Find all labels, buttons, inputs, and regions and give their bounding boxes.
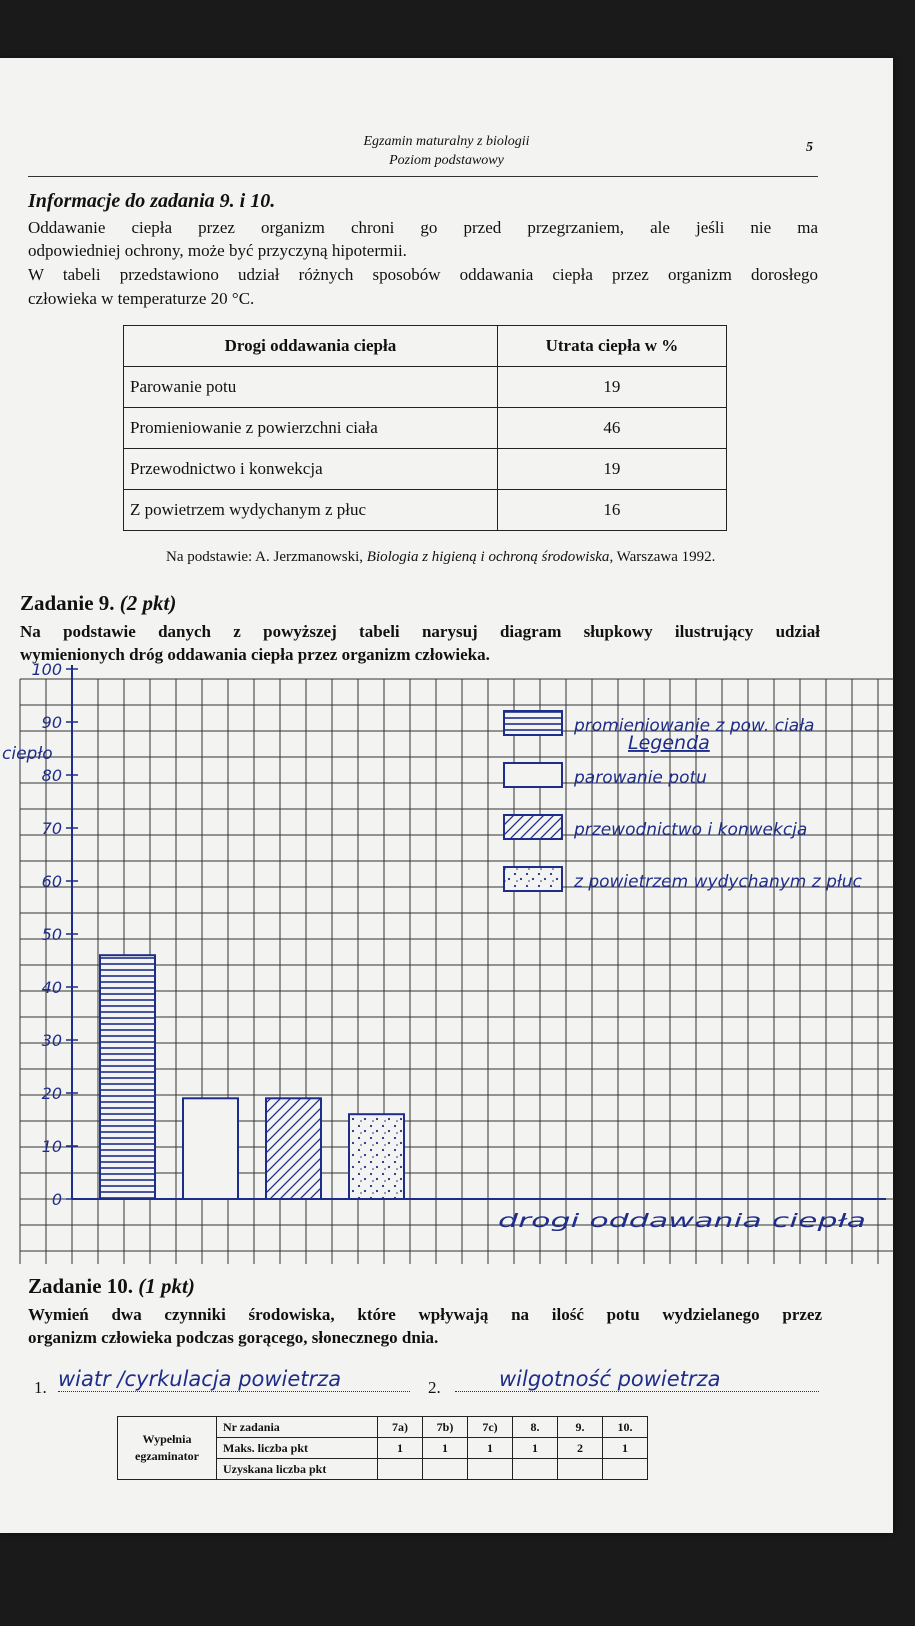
score-table (117, 1416, 648, 1480)
legend-swatch (504, 815, 562, 839)
task9-title-points: (2 pkt) (119, 591, 177, 615)
y-tick-label: 30 (41, 1031, 62, 1050)
x-axis-label: drogi oddawania ciepła (498, 1210, 866, 1232)
table-row (124, 490, 727, 531)
heat-table-header-routes: Drogi oddawania ciepła (124, 326, 498, 367)
obtained-points-cell[interactable] (468, 1459, 513, 1480)
legend-label: promieniowanie z pow. ciała (574, 716, 815, 736)
task9-line1: Na podstawie danych z powyższej tabeli narysuj diagram słupkowy ilustrujący udział (20, 622, 820, 641)
task-number: 8. (513, 1417, 558, 1438)
legend-title: Legenda (628, 732, 710, 754)
info-title: Informacje do zadania 9. i 10. (28, 190, 276, 212)
task9-line2: wymienionych dróg oddawania ciepła przez organizm człowieka. (20, 645, 490, 664)
legend-swatch (504, 763, 562, 787)
task-number: 7a) (378, 1417, 423, 1438)
task10-title-main: Zadanie 10. (28, 1274, 134, 1298)
exam-page (0, 58, 893, 1533)
route-name: Z powietrzem wydychanym z płuc (124, 490, 498, 531)
y-tick-label: 0 (51, 1190, 62, 1209)
legend-label: przewodnictwo i konwekcja (574, 820, 808, 840)
task10-line1: Wymień dwa czynniki środowiska, które wpływają na ilość potu wydzielanego przez (28, 1305, 822, 1324)
max-points: 1 (513, 1438, 558, 1459)
task9-title (20, 592, 176, 615)
page-number: 5 (806, 140, 813, 155)
task9-title-main: Zadanie 9. (20, 591, 115, 615)
route-name: Promieniowanie z powierzchni ciała (124, 408, 498, 449)
route-value: 16 (497, 490, 726, 531)
header-rule (28, 176, 818, 177)
bar (100, 955, 155, 1199)
header-line-1: Egzamin maturalny z biologii (363, 134, 530, 149)
info-para1-line1: Oddawanie ciepła przez organizm chroni go przed przegrzaniem, ale jeśli nie ma (28, 218, 818, 237)
row-label-max-points: Maks. liczba pkt (217, 1438, 378, 1459)
route-value: 46 (497, 408, 726, 449)
bar-chart (2, 660, 894, 1264)
table-row (124, 449, 727, 490)
answer-1[interactable]: wiatr /cyrkulacja powietrza (58, 1368, 410, 1392)
y-tick-label: 70 (41, 819, 62, 838)
table-row (124, 408, 727, 449)
task-number: 10. (603, 1417, 648, 1438)
source-citation (166, 546, 715, 569)
max-points: 1 (603, 1438, 648, 1459)
y-axis-label: ciepło (2, 744, 53, 764)
fill-label-1: Wypełnia (142, 1432, 192, 1446)
task-number: 7b) (423, 1417, 468, 1438)
legend-swatch (504, 711, 562, 735)
obtained-points-cell[interactable] (603, 1459, 648, 1480)
route-name: Parowanie potu (124, 367, 498, 408)
task10-line2: organizm człowieka podczas gorącego, słonecznego dnia. (28, 1328, 439, 1347)
task-number: 7c) (468, 1417, 513, 1438)
route-value: 19 (497, 367, 726, 408)
max-points: 2 (558, 1438, 603, 1459)
info-para2-line1: W tabeli przedstawiono udział różnych sposobów oddawania ciepła przez organizm dorosłego (28, 265, 818, 284)
bar (266, 1098, 321, 1199)
answer-2[interactable]: wilgotność powietrza (455, 1368, 819, 1392)
obtained-points-cell[interactable] (378, 1459, 423, 1480)
source-book: Biologia z higieną i ochroną środowiska (366, 549, 610, 565)
info-para2-line2: człowieka w temperaturze 20 °C. (28, 289, 255, 308)
answer-1-number: 1. (34, 1378, 47, 1397)
source-suffix: , Warszawa 1992. (609, 549, 716, 565)
max-points: 1 (378, 1438, 423, 1459)
legend-label: parowanie potu (574, 768, 707, 788)
obtained-points-cell[interactable] (513, 1459, 558, 1480)
y-tick-label: 50 (41, 925, 62, 944)
score-fill-label (118, 1417, 217, 1480)
answer-2-number: 2. (428, 1378, 441, 1397)
y-tick-label: 60 (41, 872, 62, 891)
bar (183, 1098, 238, 1199)
info-para1-line2: odpowiedniej ochrony, może być przyczyną hipotermii. (28, 241, 407, 260)
task10-title (28, 1275, 195, 1298)
fill-label-2: egzaminator (135, 1449, 199, 1463)
route-name: Przewodnictwo i konwekcja (124, 449, 498, 490)
task10-title-points: (1 pkt) (138, 1274, 195, 1298)
max-points: 1 (468, 1438, 513, 1459)
y-tick-label: 90 (41, 713, 62, 732)
y-tick-label: 80 (41, 766, 62, 785)
y-tick-label: 40 (41, 978, 62, 997)
max-points: 1 (423, 1438, 468, 1459)
heat-table-header-loss: Utrata ciepła w % (497, 326, 726, 367)
route-value: 19 (497, 449, 726, 490)
y-tick-label: 100 (31, 660, 62, 679)
row-label-task-number: Nr zadania (217, 1417, 378, 1438)
answer-grid-area (2, 660, 894, 1269)
table-row (124, 367, 727, 408)
obtained-points-cell[interactable] (558, 1459, 603, 1480)
y-tick-label: 10 (41, 1137, 62, 1156)
legend-swatch (504, 867, 562, 891)
legend-label: z powietrzem wydychanym z płuc (574, 872, 862, 892)
header-line-2: Poziom podstawowy (389, 153, 504, 168)
heat-loss-table (123, 325, 727, 531)
bar (349, 1114, 404, 1199)
y-tick-label: 20 (41, 1084, 62, 1103)
task-number: 9. (558, 1417, 603, 1438)
source-prefix: Na podstawie: A. Jerzmanowski, (166, 549, 367, 565)
row-label-obtained-points: Uzyskana liczba pkt (217, 1459, 378, 1480)
obtained-points-cell[interactable] (423, 1459, 468, 1480)
